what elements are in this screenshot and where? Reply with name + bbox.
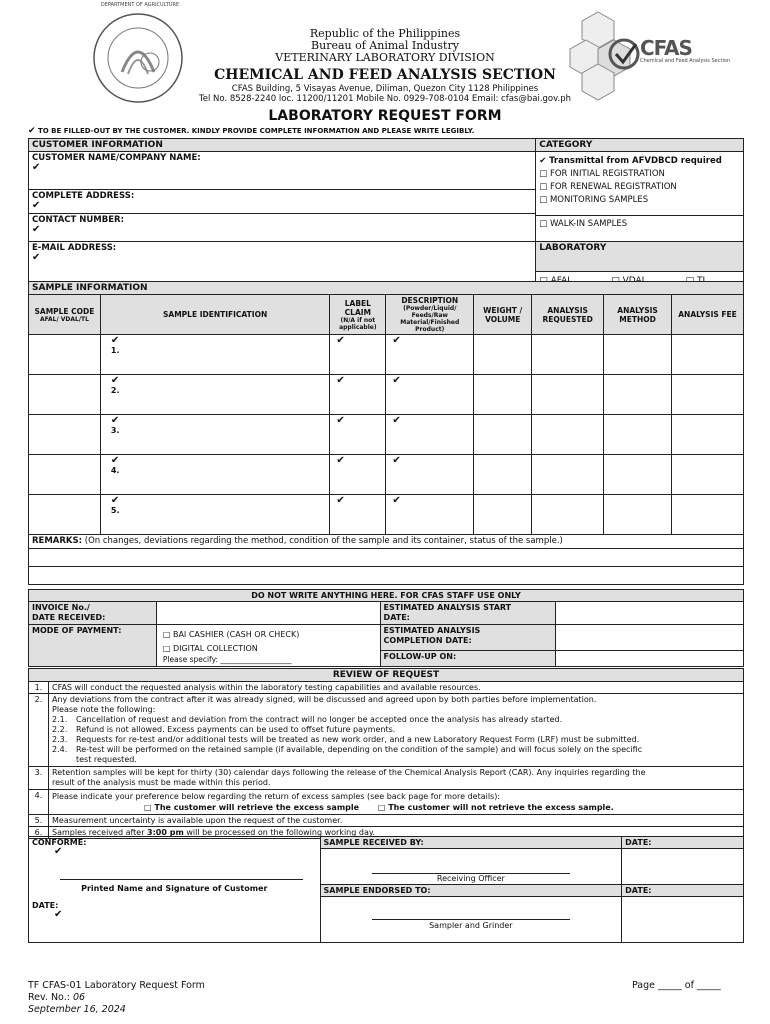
category-initial[interactable]: □ FOR INITIAL REGISTRATION [539, 169, 665, 179]
remarks-line-1[interactable] [29, 549, 744, 567]
review-item-1: CFAS will conduct the requested analysis within the laboratory testing capabilities and available resources. [49, 682, 744, 694]
review-heading: REVIEW OF REQUEST [29, 669, 744, 682]
sample-code-cell[interactable] [29, 335, 101, 375]
category-transmittal[interactable]: ✔ Transmittal from AFVDBCD required [539, 156, 722, 166]
analysis-requested-cell[interactable] [532, 335, 604, 375]
endorsed-date-field[interactable] [622, 897, 744, 943]
remarks-label-row: REMARKS: (On changes, deviations regarding the method, condition of the sample and its container, status of the sample.) [29, 535, 744, 549]
section-title: CHEMICAL AND FEED ANALYSIS SECTION [214, 67, 556, 83]
review-table: REVIEW OF REQUEST 1. CFAS will conduct the requested analysis within the laboratory testing capabilities and available resources. 2. Any deviations from the contract after it was already signed, will be discussed and agreed upon by both parties before implementation. Please note the following: 2.1. Cancellation of request and deviation from the contract will no longer be accepted once the analysis has already started. 2.2. Refund is not allowed. Excess payments can be used to offset future payments. 2.3. Requests for re-test and/or additional tests will be treated as new work order, and a new Laboratory Request Form (LRF) must be submitted. 2.4. Re-test will be performed on the retained sample (if available, depending on the condition of the sample) and will focus solely on the specific test requested. 3. Retention samples will be kept for thirty (30) calendar days following the release of the Chemical Analysis Report (CAR). Any inquiries regarding the result of the analysis must be made within this period. 4. Please indicate your preference below regarding the return of excess samples (see back page for more details): □ The customer will retrieve the excess sample □ The customer will not retrieve the excess sample. 5. Measurement uncertainty is available upon the request of the customer. 6. Samples received after 3:00 pm will be processed on the following working day. [28, 668, 744, 839]
header-bureau: Bureau of Animal Industry [311, 39, 459, 52]
received-date-field[interactable] [622, 849, 744, 885]
invoice-field[interactable] [156, 602, 380, 625]
laboratory-heading: LABORATORY [536, 242, 744, 272]
label-claim-cell[interactable]: ✔ [330, 335, 386, 375]
table-row [29, 455, 744, 495]
analysis-fee-cell[interactable] [672, 495, 744, 535]
payment-bai-cashier[interactable]: □ BAI CASHIER (CASH OR CHECK) [162, 630, 300, 639]
est-completion-field[interactable] [556, 625, 744, 651]
col-sample-code: SAMPLE CODE AFAL/ VDAL/TL [29, 295, 101, 335]
label-claim-cell[interactable]: ✔ [330, 455, 386, 495]
analysis-method-cell[interactable] [604, 375, 672, 415]
col-analysis-method: ANALYSIS METHOD [604, 295, 672, 335]
analysis-requested-cell[interactable] [532, 415, 604, 455]
category-heading: CATEGORY [536, 139, 744, 152]
customer-table [28, 138, 744, 292]
footer-rev: Rev. No.: 06 [28, 992, 86, 1003]
email-field[interactable]: E-MAIL ADDRESS: ✔ [29, 242, 536, 292]
form-title: LABORATORY REQUEST FORM [268, 108, 502, 124]
cfas-logo-subtext: Chemical and Feed Analysis Section [640, 58, 731, 64]
footer-date: September 16, 2024 [28, 1004, 126, 1015]
header-contact: Tel No. 8528-2240 loc. 11200/11201 Mobile No. 0929-708-0104 Email: cfas@bai.gov.ph [199, 94, 571, 104]
header-address: CFAS Building, 5 Visayas Avenue, Diliman, Quezon City 1128 Philippines [231, 84, 539, 94]
sample-identification-cell[interactable]: ✔ 2. [100, 375, 329, 415]
payment-digital[interactable]: □ DIGITAL COLLECTION [162, 644, 258, 653]
analysis-method-cell[interactable] [604, 455, 672, 495]
sample-identification-cell[interactable]: ✔ 1. [100, 335, 329, 375]
cfas-logo-text: CFAS [640, 36, 692, 60]
category-options [536, 152, 744, 242]
est-start-label: ESTIMATED ANALYSIS START DATE: [380, 602, 556, 625]
weight-cell[interactable] [474, 375, 532, 415]
footer-page: Page _____ of _____ [632, 980, 721, 991]
est-start-field[interactable] [556, 602, 744, 625]
sample-identification-cell[interactable]: ✔ 4. [100, 455, 329, 495]
analysis-fee-cell[interactable] [672, 375, 744, 415]
please-specify[interactable]: Please specify: ___________________ [162, 655, 292, 664]
label-claim-cell[interactable]: ✔ [330, 495, 386, 535]
sample-heading: SAMPLE INFORMATION [29, 282, 744, 295]
review-item-4: Please indicate your preference below regarding the return of excess samples (see back page for more details): □ The customer will retrieve the excess sample □ The customer will not retrieve the excess sample. [49, 790, 744, 815]
analysis-method-cell[interactable] [604, 415, 672, 455]
label-claim-cell[interactable]: ✔ [330, 375, 386, 415]
payment-options [156, 625, 380, 667]
receiving-officer-field[interactable]: Receiving Officer [320, 849, 622, 885]
category-monitoring[interactable]: □ MONITORING SAMPLES [539, 195, 649, 205]
weight-cell[interactable] [474, 455, 532, 495]
footer-form-code: TF CFAS-01 Laboratory Request Form [28, 980, 205, 991]
table-row [29, 495, 744, 535]
address-field[interactable]: COMPLETE ADDRESS: ✔ [29, 190, 536, 214]
sample-identification-cell[interactable]: ✔ 5. [100, 495, 329, 535]
review-item-2: Any deviations from the contract after it was already signed, will be discussed and agreed upon by both parties before implementation. Please note the following: 2.1. Cancellation of request and deviation from the contract will no longer be accepted once the analysis has already started. 2.2. Refund is not allowed. Excess payments can be used to offset future payments. 2.3. Requests for re-test and/or additional tests will be treated as new work order, and a new Laboratory Request Form (LRF) must be submitted. 2.4. Re-test will be performed on the retained sample (if available, depending on the condition of the sample) and will focus solely on the specific test requested. [49, 694, 744, 767]
description-cell[interactable]: ✔ [386, 335, 474, 375]
staff-table [28, 589, 744, 667]
endorsed-to-label: SAMPLE ENDORSED TO: [320, 885, 622, 897]
option-not-retrieve[interactable]: □ The customer will not retrieve the excess sample. [377, 803, 614, 812]
contact-field[interactable]: CONTACT NUMBER: ✔ [29, 214, 536, 242]
received-date-label: DATE: [622, 837, 744, 849]
category-walkin[interactable]: □ WALK-IN SAMPLES [536, 215, 743, 231]
col-analysis-fee: ANALYSIS FEE [672, 295, 744, 335]
sample-code-cell[interactable] [29, 455, 101, 495]
est-completion-label: ESTIMATED ANALYSIS COMPLETION DATE: [380, 625, 556, 651]
description-cell[interactable]: ✔ [386, 455, 474, 495]
sample-identification-cell[interactable]: ✔ 3. [100, 415, 329, 455]
staff-heading: DO NOT WRITE ANYTHING HERE. FOR CFAS STAFF USE ONLY [29, 590, 744, 602]
customer-heading: CUSTOMER INFORMATION [29, 139, 536, 152]
review-item-3: Retention samples will be kept for thirty (30) calendar days following the release of the Chemical Analysis Report (CAR). Any inquiries regarding the result of the analysis must be made within this period. [49, 767, 744, 790]
signature-table [28, 836, 744, 943]
analysis-method-cell[interactable] [604, 495, 672, 535]
category-renewal[interactable]: □ FOR RENEWAL REGISTRATION [539, 182, 677, 192]
col-sample-identification: SAMPLE IDENTIFICATION [100, 295, 329, 335]
endorsed-date-label: DATE: [622, 885, 744, 897]
weight-cell[interactable] [474, 495, 532, 535]
conforme-block[interactable]: CONFORME: ✔ Printed Name and Signature of Customer DATE: ✔ [29, 837, 321, 943]
description-cell[interactable]: ✔ [386, 375, 474, 415]
review-item-6: Samples received after 3:00 pm will be processed on the following working day. [49, 827, 744, 839]
received-by-label: SAMPLE RECEIVED BY: [320, 837, 622, 849]
table-row [29, 415, 744, 455]
option-retrieve[interactable]: □ The customer will retrieve the excess sample [144, 803, 360, 812]
analysis-fee-cell[interactable] [672, 335, 744, 375]
invoice-label: INVOICE No./ DATE RECEIVED: [29, 602, 157, 625]
header-division: VETERINARY LABORATORY DIVISION [275, 51, 495, 64]
customer-name-field[interactable]: CUSTOMER NAME/COMPANY NAME: ✔ [29, 152, 536, 190]
sample-table [28, 281, 744, 585]
table-row [29, 375, 744, 415]
col-analysis-requested: ANALYSIS REQUESTED [532, 295, 604, 335]
col-weight: WEIGHT / VOLUME [474, 295, 532, 335]
analysis-fee-cell[interactable] [672, 455, 744, 495]
review-item-5: Measurement uncertainty is available upon the request of the customer. [49, 815, 744, 827]
remarks-line-2[interactable] [29, 567, 744, 585]
header-republic: Republic of the Philippines [309, 27, 461, 40]
followup-label: FOLLOW-UP ON: [380, 651, 556, 667]
sample-code-cell[interactable] [29, 375, 101, 415]
mode-of-payment-label: MODE OF PAYMENT: [29, 625, 157, 667]
sample-code-cell[interactable] [29, 495, 101, 535]
instruction-line: ✔ TO BE FILLED-OUT BY THE CUSTOMER. KINDLY PROVIDE COMPLETE INFORMATION AND PLEASE WRITE LEGIBLY. [28, 126, 475, 136]
label-claim-cell[interactable]: ✔ [330, 415, 386, 455]
analysis-requested-cell[interactable] [532, 375, 604, 415]
weight-cell[interactable] [474, 335, 532, 375]
analysis-method-cell[interactable] [604, 335, 672, 375]
table-row [29, 335, 744, 375]
analysis-requested-cell[interactable] [532, 455, 604, 495]
analysis-requested-cell[interactable] [532, 495, 604, 535]
sampler-field[interactable]: Sampler and Grinder [320, 897, 622, 943]
sample-code-cell[interactable] [29, 415, 101, 455]
description-cell[interactable]: ✔ [386, 495, 474, 535]
description-cell[interactable]: ✔ [386, 415, 474, 455]
weight-cell[interactable] [474, 415, 532, 455]
followup-field[interactable] [556, 651, 744, 667]
analysis-fee-cell[interactable] [672, 415, 744, 455]
col-description: DESCRIPTION (Powder/Liquid/ Feeds/Raw Material/Finished Product) [386, 295, 474, 335]
da-logo-text: DEPARTMENT OF AGRICULTURE [100, 2, 180, 8]
col-label-claim: LABEL CLAIM (N/A if not applicable) [330, 295, 386, 335]
